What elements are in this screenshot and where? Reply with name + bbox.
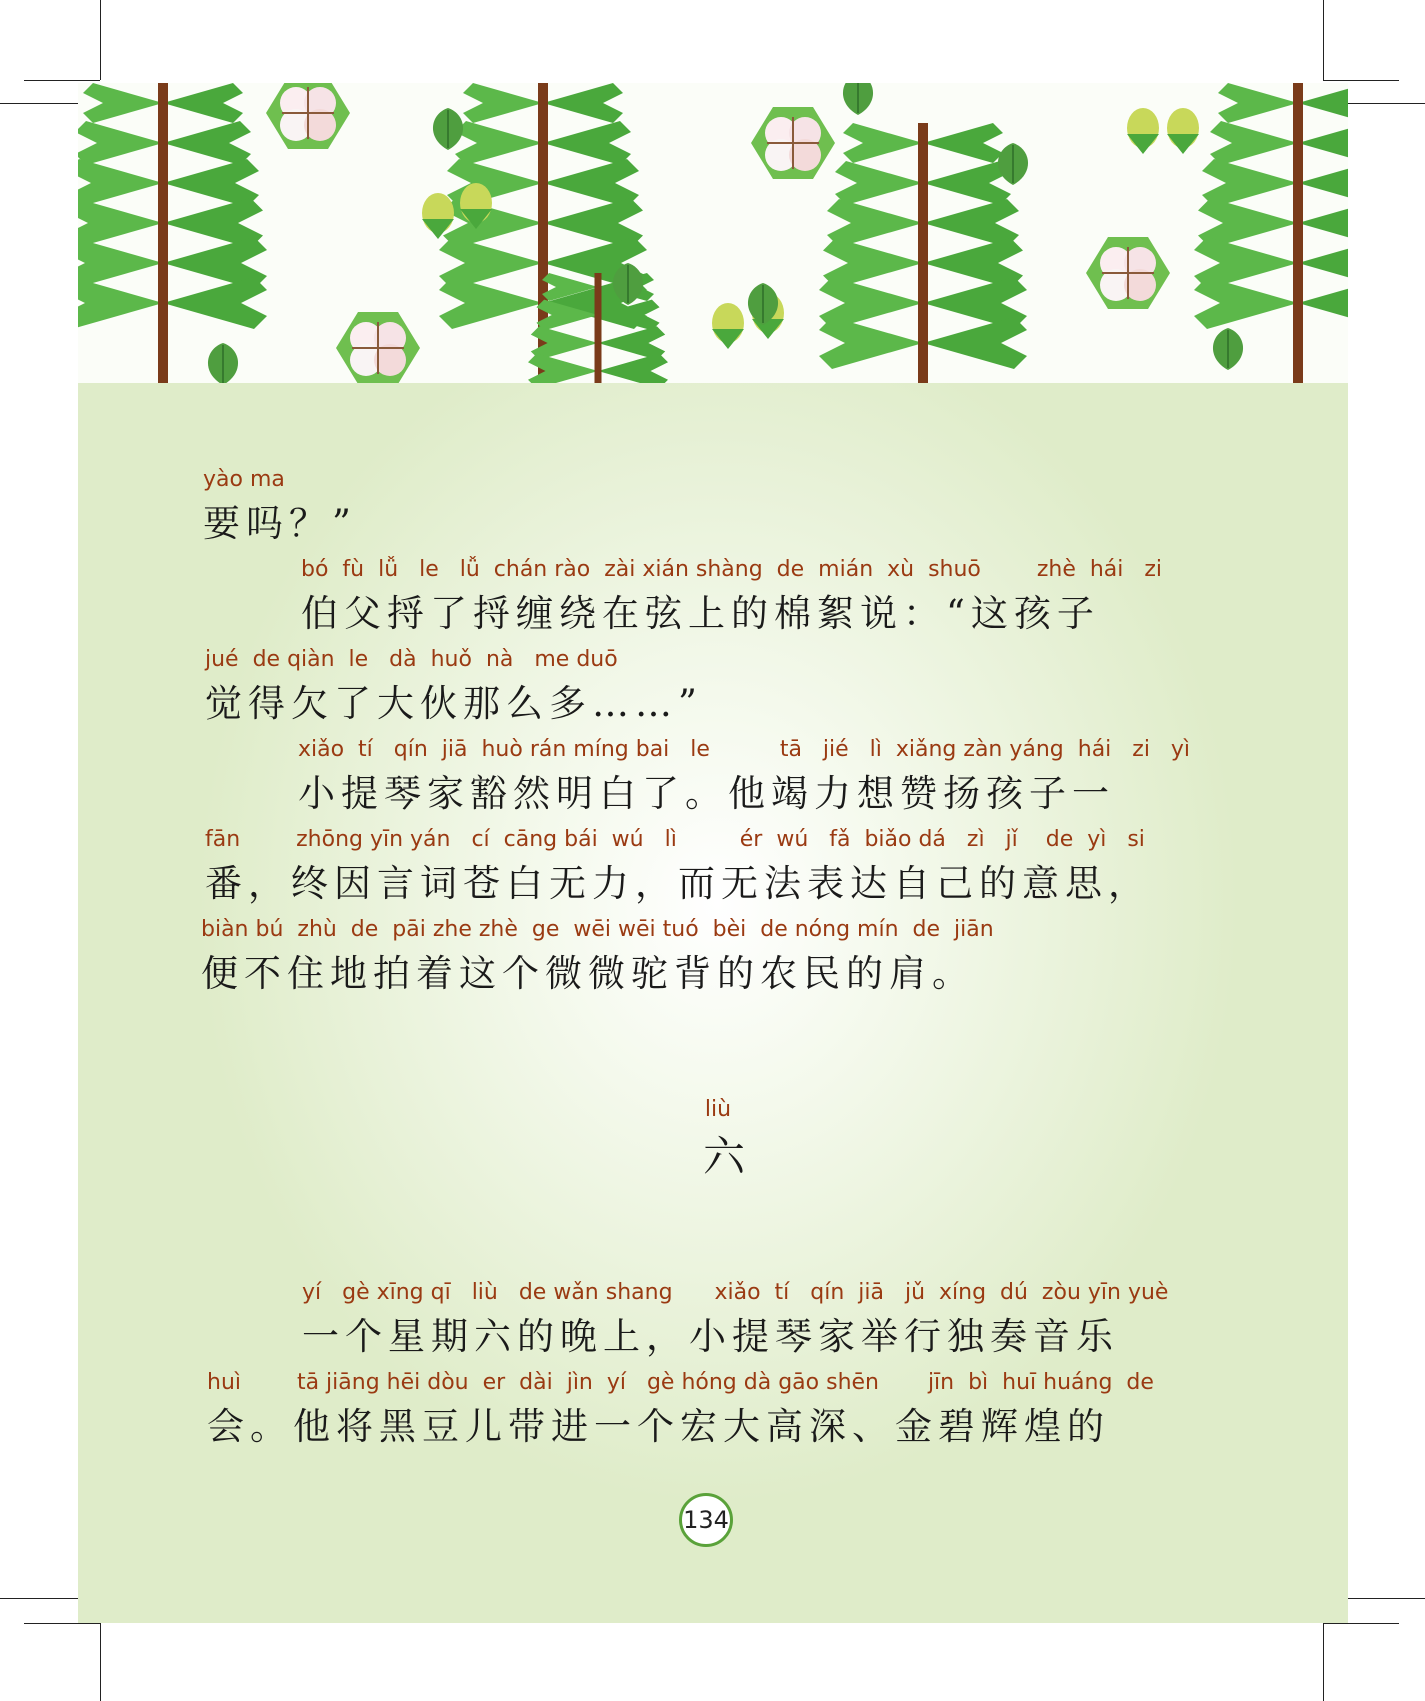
pinyin-line: yào ma [203,467,285,492]
pinyin-line: yí gè xīng qī liù de wǎn shang xiǎo tí qín jiā jǔ xíng dú zòu yīn yuè [302,1280,1169,1305]
hanzi-line: 要吗？” [203,502,357,545]
crop-mark [100,1623,101,1701]
tree-icon [78,83,267,383]
text-panel [78,383,1348,1623]
crop-mark [24,80,100,81]
crop-mark [1348,103,1425,104]
heading-pinyin: liù [704,1097,732,1122]
crop-mark [0,1598,78,1599]
pinyin-line: bó fù lǚ le lǚ chán rào zài xián shàng de mián xù shuō zhè hái zi [301,557,1163,582]
hanzi-line: 小提琴家豁然明白了。他竭力想赞扬孩子一 [298,772,1115,815]
crop-mark [100,0,101,80]
hanzi-line: 觉得欠了大伙那么多……” [205,682,703,725]
cotton-tree-illustration [78,83,1348,383]
pinyin-line: huì tā jiāng hēi dòu er dài jìn yí gè hóng dà gāo shēn jīn bì huī huáng de [207,1370,1154,1395]
pinyin-line: jué de qiàn le dà huǒ nà me duō [205,647,618,672]
hanzi-line: 伯父捋了捋缠绕在弦上的棉絮说：“这孩子 [301,592,1100,635]
pinyin-line: xiǎo tí qín jiā huò rán míng bai le tā jié lì xiǎng zàn yáng hái zi yì [298,737,1191,762]
page-number: 134 [679,1493,733,1547]
pinyin-line: biàn bú zhù de pāi zhe zhè ge wēi wēi tuó bèi de nóng mín de jiān [201,917,994,942]
section-heading [703,1097,746,1184]
hanzi-line: 便不住地拍着这个微微驼背的农民的肩。 [201,952,975,995]
crop-mark [1323,0,1324,80]
crop-mark [1323,1623,1399,1624]
crop-mark [1323,1623,1324,1701]
pinyin-line: fān zhōng yīn yán cí cāng bái wú lì ér wú fǎ biǎo dá zì jǐ de yì si [205,827,1145,852]
hanzi-line: 会。他将黑豆儿带进一个宏大高深、金碧辉煌的 [207,1405,1110,1448]
hanzi-line: 一个星期六的晚上，小提琴家举行独奏音乐 [302,1315,1119,1358]
crop-mark [24,1623,100,1624]
crop-mark [0,103,78,104]
heading-hanzi: 六 [703,1132,746,1181]
crop-mark [1323,80,1399,81]
hanzi-line: 番，终因言词苍白无力，而无法表达自己的意思， [205,862,1151,905]
crop-mark [1348,1598,1425,1599]
